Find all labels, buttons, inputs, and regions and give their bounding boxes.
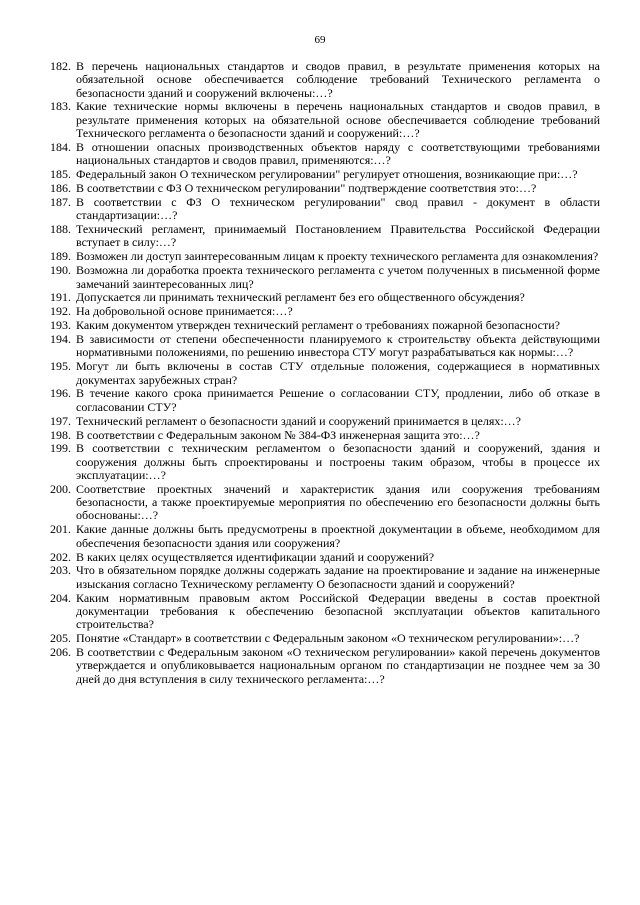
question-number: 202. (50, 549, 71, 564)
question-number: 185. (50, 167, 71, 182)
question-number: 204. (50, 590, 71, 605)
question-text: Допускается ли принимать технический регламент без его общественного обсуждения? (76, 290, 525, 305)
question-text: Каким нормативным правовым актом Российской Федерации введены в состав проектной документации требования к обеспечению безопасной эксплуатации объектов капитального строительства? (76, 590, 600, 632)
question-item (38, 551, 600, 564)
question-number: 205. (50, 631, 71, 646)
question-number: 184. (50, 139, 71, 154)
question-item (38, 429, 600, 442)
question-text: Технический регламент, принимаемый Постановлением Правительства Российской Федерации вступает в силу:…? (76, 222, 600, 250)
question-item (38, 264, 600, 291)
question-number: 195. (50, 359, 71, 374)
question-number: 192. (50, 304, 71, 319)
question-text: Какие технические нормы включены в перечень национальных стандартов и сводов правил, в результате применения которых на обязательной основе обеспечивается соблюдение требований Технического регламента о безопасности зданий и сооружений:…? (76, 99, 600, 141)
question-text: В соответствии с Федеральным законом «О техническом регулировании» какой перечень документов утверждается и опубликовывается национальным органом по стандартизации не позднее чем за 30 дней до дня вступления в силу технического регламента:…? (76, 645, 600, 686)
question-number: 183. (50, 99, 71, 114)
question-item (38, 483, 600, 523)
question-item (38, 250, 600, 263)
question-item (38, 360, 600, 387)
question-text: Могут ли быть включены в состав СТУ отдельные положения, содержащиеся в нормативных документах зарубежных стран? (76, 359, 600, 387)
question-number: 189. (50, 249, 71, 264)
question-item (38, 223, 600, 250)
question-text: В соответствии с ФЗ О техническом регулировании" свод правил - документ в области стандартизации:…? (76, 194, 600, 223)
question-item (38, 442, 600, 482)
question-item (38, 305, 600, 318)
question-text: Что в обязательном порядке должны содержать задание на проектирование и задание на инженерные изыскания согласно Техническому регламенту О безопасности зданий и сооружений? (76, 563, 600, 591)
question-item (38, 333, 600, 360)
question-text: В перечень национальных стандартов и сводов правил, в результате применения которых на обязательной основе обеспечивается соблюдение требований Технического регламента о безопасности зданий и сооружений включены:…? (76, 59, 600, 100)
question-number: 193. (50, 318, 71, 333)
question-item (38, 632, 600, 645)
question-list (38, 60, 600, 687)
question-text: В зависимости от степени обеспеченности планируемого к строительству объекта действующими нормативными положениями, по решению инвестора СТУ могут разрабатываться как нормы:…? (76, 332, 600, 360)
question-item (38, 60, 600, 100)
question-text: В соответствии с ФЗ О техническом регулировании" подтверждение соответствия это:…? (76, 181, 537, 196)
question-item (38, 564, 600, 591)
question-item (38, 141, 600, 168)
question-text: В течение какого срока принимается Решение о согласовании СТУ, продлении, либо об отказе в согласовании СТУ? (76, 386, 600, 414)
question-text: На добровольной основе принимается:…? (76, 304, 293, 319)
question-text: Понятие «Стандарт» в соответствии с Федеральным законом «О техническом регулировании»:…? (76, 631, 580, 646)
question-number: 206. (50, 645, 71, 660)
question-item (38, 168, 600, 181)
question-number: 188. (50, 222, 71, 237)
question-item (38, 319, 600, 332)
question-number: 200. (50, 481, 71, 496)
question-item (38, 196, 600, 223)
question-item (38, 592, 600, 632)
question-item (38, 387, 600, 414)
question-number: 201. (50, 522, 71, 537)
question-text: В каких целях осуществляется идентификации зданий и сооружений? (76, 549, 435, 564)
question-number: 196. (50, 386, 71, 401)
question-text: В соответствии с техническим регламентом о безопасности зданий и сооружений, здания и сооружения должны быть спроектированы и построены таким образом, чтобы в процессе их эксплуатации:…? (76, 441, 600, 482)
question-item (38, 646, 600, 686)
question-number: 197. (50, 413, 71, 428)
question-number: 198. (50, 427, 71, 442)
question-number: 186. (50, 181, 71, 196)
question-item (38, 415, 600, 428)
question-text: В соответствии с Федеральным законом № 384-ФЗ инженерная защита это:…? (76, 427, 480, 442)
question-text: Возможна ли доработка проекта технического регламента с учетом полученных в письменной форме замечаний заинтересованных лиц? (76, 263, 600, 291)
question-item (38, 523, 600, 550)
question-item (38, 291, 600, 304)
question-number: 194. (50, 332, 71, 347)
question-number: 187. (50, 194, 71, 209)
question-text: Соответствие проектных значений и характеристик здания или сооружения требованиям безопасности, а также проектируемые мероприятия по обеспечению его безопасности должны быть обоснованы:…? (76, 481, 600, 523)
question-item (38, 182, 600, 195)
question-text: Возможен ли доступ заинтересованным лицам к проекту технического регламента для ознакомления? (76, 249, 599, 264)
question-number: 182. (50, 59, 71, 73)
question-text: Технический регламент о безопасности зданий и сооружений принимается в целях:…? (76, 413, 522, 428)
question-text: В отношении опасных производственных объектов наряду с соответствующими требованиями национальных стандартов и сводов правил, применяются:…? (76, 139, 600, 168)
page-number: 69 (314, 34, 326, 46)
question-text: Каким документом утвержден технический регламент о требованиях пожарной безопасности? (76, 318, 560, 333)
question-number: 190. (50, 263, 71, 278)
question-text: Федеральный закон О техническом регулировании" регулирует отношения, возникающие при:…? (76, 167, 578, 182)
question-number: 203. (50, 563, 71, 578)
question-number: 191. (50, 290, 71, 305)
question-text: Какие данные должны быть предусмотрены в проектной документации в объеме, необходимом для обеспечения безопасности здания или сооружения? (76, 522, 600, 550)
question-number: 199. (50, 441, 71, 456)
question-item (38, 100, 600, 140)
